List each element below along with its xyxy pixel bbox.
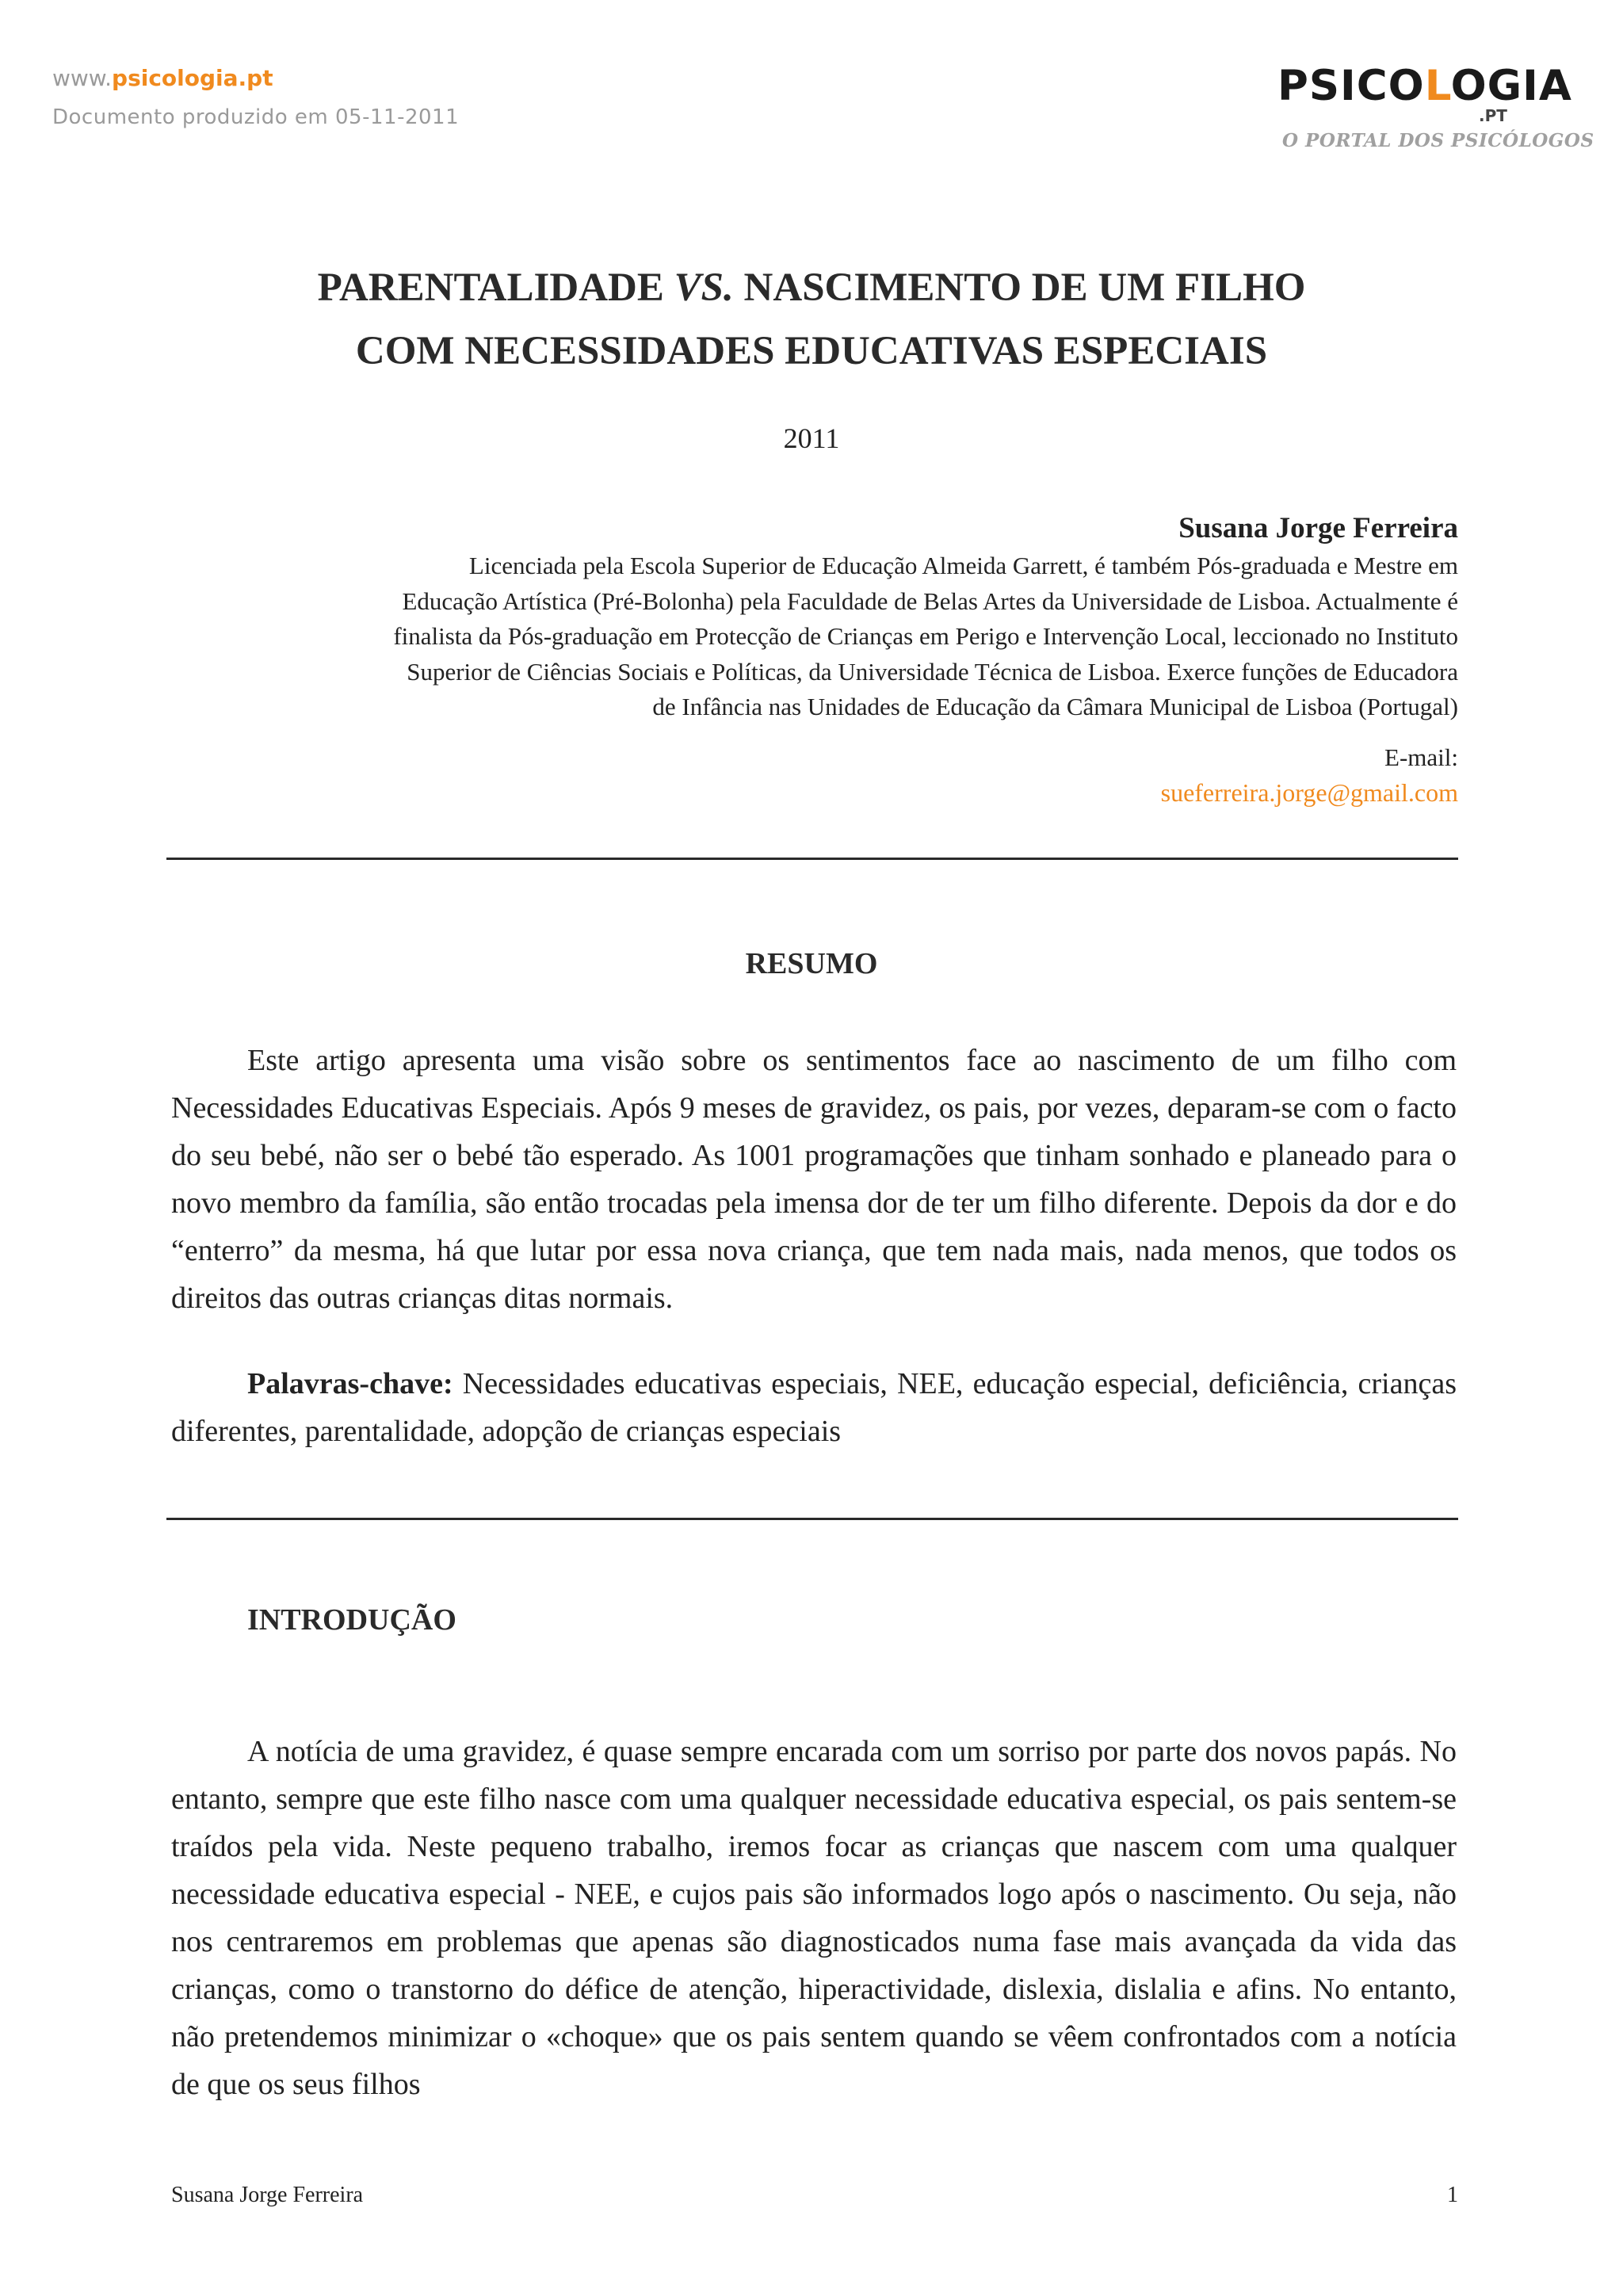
title-line-1: PARENTALIDADE VS. NASCIMENTO DE UM FILHO <box>317 266 1306 310</box>
psicologia-logo[interactable] <box>1277 62 1594 157</box>
bio-line: de Infância nas Unidades de Educação da Câmara Municipal de Lisboa (Portugal) <box>652 693 1458 720</box>
title-line-2: COM NECESSIDADES EDUCATIVAS ESPECIAIS <box>355 329 1268 373</box>
produced-date: Documento produzido em 05-11-2011 <box>52 105 460 129</box>
logo-pt: .PT <box>1479 106 1507 125</box>
logo-wordmark: PSICOLOGIA <box>1277 62 1572 110</box>
footer-author: Susana Jorge Ferreira <box>171 2183 364 2207</box>
url-prefix: www. <box>52 65 113 91</box>
intro-heading: INTRODUÇÃO <box>247 1603 456 1637</box>
email-link[interactable]: sueferreira.jorge@gmail.com <box>1160 778 1458 807</box>
keywords-label: Palavras-chave: <box>247 1367 453 1400</box>
url-brand: psicologia.pt <box>112 65 273 91</box>
resumo-paragraph: Este artigo apresenta uma visão sobre os sentimentos face ao nascimento de um filho com Necessidades Educativas Especiais. Após 9 meses de gravidez, os pais, por vezes, deparam-se com o facto do seu bebé, não ser o bebé tão esperado. As 1001 programações que tinham sonhado e planeado para o novo membro da família, são então trocadas pela imensa dor de ter um filho diferente. Depois da dor e do “enterro” da mesma, há que lutar por essa nova criança, que tem nada mais, nada menos, que todos os direitos das outras crianças ditas normais. <box>171 1044 1457 1315</box>
resumo-heading: RESUMO <box>745 947 878 980</box>
page-number: 1 <box>1447 2183 1458 2207</box>
logo-l-letter: L <box>1424 62 1451 110</box>
keywords-paragraph <box>171 1360 1457 1455</box>
logo-tagline: O PORTAL DOS PSICÓLOGOS <box>1282 130 1594 151</box>
keywords-list: Necessidades educativas especiais, NEE, educação especial, deficiência, crianças diferentes, parentalidade, adopção de crianças especiais <box>171 1367 1457 1448</box>
email-label: E-mail: <box>1384 743 1458 771</box>
bio-line: Educação Artística (Pré-Bolonha) pela Faculdade de Belas Artes da Universidade de Lisboa. Actualmente é <box>402 586 1458 615</box>
intro-paragraph: A notícia de uma gravidez, é quase sempre encarada com um sorriso por parte dos novos papás. No entanto, sempre que este filho nasce com uma qualquer necessidade educativa especial, os pais sentem-se traídos pela vida. Neste pequeno trabalho, iremos focar as crianças que nascem com uma qualquer necessidade educativa especial - NEE, e cujos pais são informados logo após o nascimento. Ou seja, não nos centraremos em problemas que apenas são diagnosticados numa fase mais avançada da vida das crianças, como o transtorno do défice de atenção, hiperactividade, dislexia, dislalia e afins. No entanto, não pretendemos minimizar o «choque» que os pais sentem quando se vêem confrontados com a notícia de que os seus filhos <box>171 1735 1457 2101</box>
bio-line: Superior de Ciências Sociais e Políticas, da Universidade Técnica de Lisboa. Exerce funções de Educadora <box>407 657 1458 686</box>
bio-line: finalista da Pós-graduação em Protecção de Crianças em Perigo e Intervenção Local, leccionado no Instituto <box>393 622 1458 650</box>
bio-line: Licenciada pela Escola Superior de Educação Almeida Garrett, é também Pós-graduada e Mestre em <box>468 552 1458 579</box>
author-bio <box>238 548 1458 725</box>
author-name: Susana Jorge Ferreira <box>1178 512 1458 544</box>
year: 2011 <box>783 422 840 454</box>
site-url[interactable] <box>52 65 273 91</box>
divider-bottom <box>166 1518 1458 1520</box>
divider-top <box>166 858 1458 860</box>
